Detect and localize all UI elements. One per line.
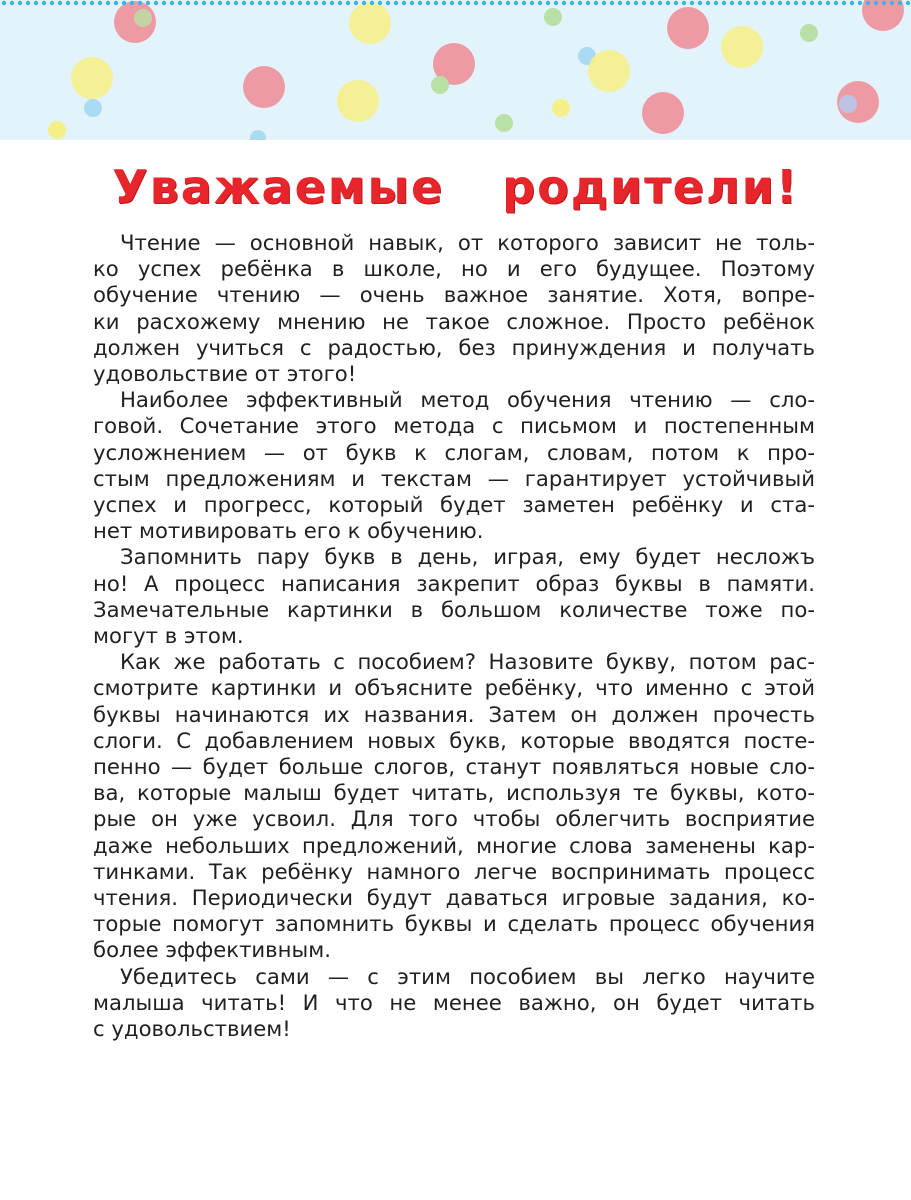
text-line: успех и прогресс, который будет заметен ребёнку и ста- xyxy=(93,492,815,518)
pink-dot xyxy=(642,92,684,134)
paragraph xyxy=(93,964,815,1043)
text-line: смотрите картинки и объясните ребёнку, что именно с этой xyxy=(93,675,815,701)
text-line: Замечательные картинки в большом количестве тоже по- xyxy=(93,596,815,622)
text-line: буквы начинаются их названия. Затем он должен прочесть xyxy=(93,701,815,727)
page-title: Уважаемые родители! xyxy=(112,160,799,214)
yellow-dot xyxy=(71,57,113,99)
pink-dot xyxy=(243,66,285,108)
blue-dot xyxy=(84,99,102,117)
text-line: Чтение — основной навык, от которого зависит не толь- xyxy=(120,230,815,255)
yellow-dot xyxy=(721,26,763,68)
text-line: но! А процесс написания закрепит образ буквы в памяти. xyxy=(93,570,815,596)
text-line: чтения. Периодически будут даваться игровые задания, ко- xyxy=(93,885,815,911)
pink-dot xyxy=(667,7,709,49)
text-line: ки расхожему мнению не такое сложное. Просто ребёнок xyxy=(93,308,815,334)
green-dot xyxy=(544,8,562,26)
text-line: могут в этом. xyxy=(93,623,244,649)
yellow-dot xyxy=(349,2,391,44)
green-dot xyxy=(134,9,152,27)
paragraph xyxy=(93,230,815,387)
text-line: более эффективным. xyxy=(93,937,331,963)
yellow-dot xyxy=(48,121,66,139)
text-line: слоги. С добавлением новых букв, которые вводятся посте- xyxy=(93,727,815,753)
text-line: пенно — будет больше слогов, станут появляться новые сло- xyxy=(93,754,815,780)
confetti-dots-illustration xyxy=(0,0,911,140)
letter-body xyxy=(93,230,815,1042)
text-line: Как же работать с пособием? Назовите букву, потом рас- xyxy=(120,649,815,675)
blue-dot xyxy=(839,95,857,113)
green-dot xyxy=(495,114,513,132)
paragraph xyxy=(93,544,815,649)
text-line: Убедитесь сами — с этим пособием вы легко научите xyxy=(120,963,815,989)
text-line: тинками. Так ребёнку намного легче воспринимать процесс xyxy=(93,858,815,884)
text-line: говой. Сочетание этого метода с письмом и постепенным xyxy=(93,413,815,439)
text-line: удовольствие от этого! xyxy=(93,361,357,387)
text-line: стым предложениям и текстам — гарантирует устойчивый xyxy=(93,465,815,491)
text-line: ко успех ребёнка в школе, но и его будущее. Поэтому xyxy=(93,256,815,282)
yellow-dot xyxy=(552,99,570,117)
text-line: торые помогут запомнить буквы и сделать процесс обучения xyxy=(93,911,815,937)
green-dot xyxy=(800,24,818,42)
text-line: ва, которые малыш будет читать, используя те буквы, кото- xyxy=(93,780,815,806)
paragraph xyxy=(93,387,815,544)
yellow-dot xyxy=(588,50,630,92)
text-line: Запомнить пару букв в день, играя, ему будет несложъ xyxy=(120,544,815,570)
text-line: даже небольших предложений, многие слова заменены кар- xyxy=(93,832,815,858)
dotted-border-line xyxy=(0,0,911,6)
text-line: должен учиться с радостью, без принуждения и получать xyxy=(93,334,815,360)
paragraph xyxy=(93,649,815,963)
text-line: с удовольствием! xyxy=(93,1016,291,1042)
yellow-dot xyxy=(337,80,379,122)
text-line: нет мотивировать его к обучению. xyxy=(93,518,484,544)
text-line: усложнением — от букв к слогам, словам, потом к про- xyxy=(93,439,815,465)
blue-dot xyxy=(250,130,266,140)
text-line: обучение чтению — очень важное занятие. Хотя, вопре- xyxy=(93,282,815,308)
text-line: Наиболее эффективный метод обучения чтению — сло- xyxy=(120,387,815,413)
text-line: рые он уже усвоил. Для того чтобы облегчить восприятие xyxy=(93,806,815,832)
green-dot xyxy=(431,76,449,94)
text-line: малыша читать! И что не менее важно, он будет читать xyxy=(93,989,815,1015)
decorative-banner xyxy=(0,0,911,140)
